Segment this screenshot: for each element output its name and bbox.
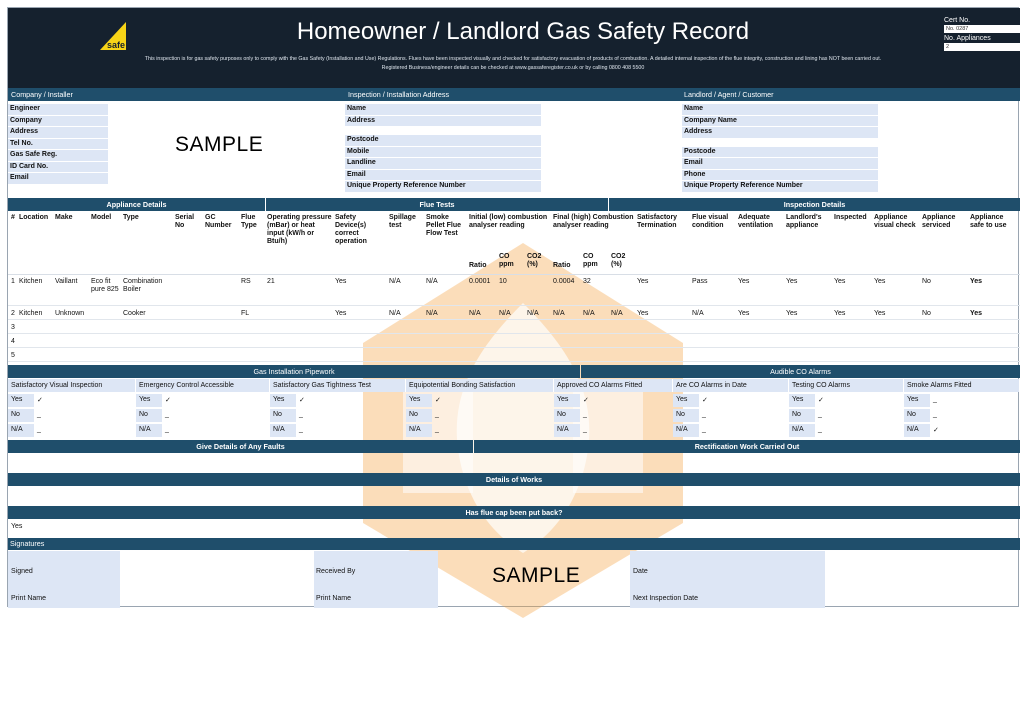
cell-i_ratio: N/A — [469, 310, 481, 317]
col-flue_type: Flue Type — [241, 214, 257, 229]
cell-f_co2: N/A — [611, 310, 623, 317]
landlord-section-title: Landlord / Agent / Customer — [684, 90, 774, 99]
cell-num: 1 — [11, 278, 15, 285]
field-bg — [345, 147, 541, 158]
cert-number: No. 0287 — [944, 25, 1020, 33]
field-label: Landline — [347, 159, 376, 166]
field-label: Postcode — [347, 136, 379, 143]
print-name-2-label: Print Name — [316, 595, 352, 602]
col-model: Model — [91, 214, 112, 221]
option-label: No — [907, 411, 916, 418]
option-label: Yes — [11, 396, 23, 403]
print-name-label: Print Name — [11, 595, 47, 602]
subcol-i_co2: CO2 (%) — [527, 253, 542, 268]
col-location: Location — [19, 214, 49, 221]
cell-f_ratio: 0.0004 — [553, 278, 575, 285]
option-label: No — [676, 411, 685, 418]
col-inspected: Inspected — [834, 214, 867, 221]
cell-landlords: Yes — [786, 278, 798, 285]
cell-flue_type: RS — [241, 278, 251, 285]
option-label: Yes — [557, 396, 569, 403]
option-label: Yes — [676, 396, 688, 403]
cell-num: 2 — [11, 310, 15, 317]
field-label: ID Card No. — [10, 162, 49, 170]
check-header: Approved CO Alarms Fitted — [557, 382, 643, 389]
option-label: No — [11, 411, 20, 418]
field-bg — [682, 170, 878, 181]
cell-i_co: N/A — [499, 310, 511, 317]
field-label: Address — [10, 128, 39, 135]
check-mark: _ — [818, 426, 822, 433]
cell-safety: Yes — [335, 310, 347, 317]
cell-type: Combination Boiler — [123, 278, 163, 293]
option-label: N/A — [557, 426, 569, 433]
page-header — [8, 8, 1020, 88]
check-mark: _ — [37, 426, 41, 433]
signed-label: Signed — [11, 568, 33, 575]
cell-serviced: No — [922, 310, 931, 317]
check-mark: _ — [435, 411, 439, 418]
cell-serviced: No — [922, 278, 931, 285]
option-label: Yes — [273, 396, 285, 403]
cell-f_ratio: N/A — [553, 310, 565, 317]
col-flue_visual: Flue visual condition — [692, 214, 729, 229]
check-mark: _ — [165, 426, 169, 433]
col-initial: Initial (low) combustion analyser reading — [469, 214, 548, 229]
field-label: Company — [10, 116, 42, 124]
cert-label: Cert No. — [944, 17, 971, 24]
check-mark: _ — [702, 411, 706, 418]
pipework-title: Gas Installation Pipework — [8, 365, 580, 378]
field-label: Name — [684, 105, 704, 112]
check-mark: ✓ — [165, 397, 171, 404]
cell-i_ratio: 0.0001 — [469, 278, 491, 285]
cell-termination: Yes — [637, 278, 649, 285]
subcol-f_co: CO ppm — [583, 253, 598, 268]
cell-flue_type: FL — [241, 310, 250, 317]
faults-title: Give Details of Any Faults — [8, 440, 473, 453]
field-label: Postcode — [684, 147, 716, 155]
option-label: Yes — [139, 396, 151, 403]
check-mark: ✓ — [818, 397, 824, 404]
flue-tests-title: Flue Tests — [266, 198, 608, 211]
check-mark: _ — [933, 411, 937, 418]
check-header: Are CO Alarms in Date — [676, 382, 747, 389]
col-landlords: Landlord's appliance — [786, 214, 822, 229]
flue-cap-title: Has flue cap been put back? — [8, 506, 1020, 519]
field-label: Engineer — [10, 105, 40, 112]
check-mark: ✓ — [702, 397, 708, 404]
cell-inspected: Yes — [834, 278, 846, 285]
option-label: No — [557, 411, 566, 418]
next-inspection-label: Next Inspection Date — [633, 595, 698, 602]
col-num: # — [11, 214, 15, 221]
check-mark: _ — [37, 411, 41, 418]
cell-f_co: 32 — [583, 278, 591, 285]
check-header: Emergency Control Accessible — [139, 382, 234, 389]
field-label: Mobile — [347, 147, 370, 155]
col-final: Final (high) Combustion analyser reading — [553, 214, 634, 229]
field-label: Unique Property Reference Number — [347, 182, 466, 189]
col-termination: Satisfactory Termination — [637, 214, 678, 229]
table-row — [8, 320, 1020, 334]
check-mark: _ — [435, 426, 439, 433]
option-label: Yes — [792, 396, 804, 403]
field-label: Phone — [684, 170, 706, 178]
col-smoke: Smoke Pellet Flue Flow Test — [426, 214, 462, 237]
cell-location: Kitchen — [19, 310, 43, 317]
check-mark: ✓ — [37, 397, 43, 404]
cell-safe: Yes — [970, 278, 983, 285]
option-label: No — [409, 411, 418, 418]
field-label: Email — [347, 170, 366, 178]
table-row — [8, 348, 1020, 362]
appliances-label: No. Appliances — [944, 35, 991, 42]
option-label: Yes — [409, 396, 421, 403]
header-disclaimer: This inspection is for gas safety purposes only to comply with the Gas Safety (Installation and Use) Regulations. Flues have been inspected visually and checked for satisfactory evacuation of products of combustion. A detailed internal inspection of the flue integrity, construction and lining has NOT been carried out. Registered Business/engineer details can be checked at www.gassaferegister.co.uk or by calling 0800 408 5500 — [144, 56, 882, 71]
check-header: Testing CO Alarms — [792, 382, 850, 389]
subcol-f_co2: CO2 (%) — [611, 253, 626, 268]
option-label: N/A — [11, 426, 23, 433]
cell-make: Vaillant — [55, 278, 78, 285]
check-mark: ✓ — [583, 397, 589, 404]
check-header: Smoke Alarms Fitted — [907, 382, 972, 389]
cell-make: Unknown — [55, 310, 85, 317]
field-label: Email — [10, 174, 29, 181]
cell-pressure: 21 — [267, 278, 275, 285]
field-label: Address — [347, 116, 376, 124]
option-label: N/A — [273, 426, 285, 433]
col-serial: Serial No — [175, 214, 195, 229]
svg-text:safe: safe — [107, 40, 126, 50]
check-mark: _ — [583, 426, 587, 433]
option-label: N/A — [676, 426, 688, 433]
check-mark: _ — [818, 411, 822, 418]
sample-stamp-top: SAMPLE — [175, 133, 264, 156]
cell-safe: Yes — [970, 310, 983, 317]
cell-spillage: N/A — [389, 310, 401, 317]
check-header: Equipotential Bonding Satisfaction — [409, 382, 516, 389]
cell-num: 4 — [11, 338, 15, 345]
cert-box — [944, 16, 1020, 52]
field-bg — [682, 158, 878, 169]
cell-smoke: N/A — [426, 278, 438, 285]
gas-safe-logo-icon — [98, 20, 128, 54]
received-by-label: Received By — [316, 568, 356, 575]
field-label: Address — [684, 128, 713, 135]
cell-flue_visual: N/A — [692, 310, 704, 317]
subcol-i_co: CO ppm — [499, 253, 514, 268]
cell-spillage: N/A — [389, 278, 401, 285]
field-label: Company Name — [684, 116, 737, 124]
check-mark: _ — [165, 411, 169, 418]
appliances-count: 2 — [944, 43, 1020, 51]
check-header: Satisfactory Gas Tightness Test — [273, 382, 371, 389]
col-spillage: Spillage test — [389, 214, 416, 229]
cell-smoke: N/A — [426, 310, 438, 317]
option-label: N/A — [139, 426, 151, 433]
cell-num: 5 — [11, 352, 15, 359]
cell-safety: Yes — [335, 278, 347, 285]
cell-ventilation: Yes — [738, 278, 750, 285]
page-title: Homeowner / Landlord Gas Safety Record — [296, 18, 750, 45]
signatures-title: Signatures — [8, 538, 1020, 550]
check-mark: _ — [299, 411, 303, 418]
cell-location: Kitchen — [19, 278, 43, 285]
cell-i_co: 10 — [499, 278, 507, 285]
works-title: Details of Works — [8, 473, 1020, 486]
cell-ventilation: Yes — [738, 310, 750, 317]
sample-stamp-bottom: SAMPLE — [492, 564, 581, 587]
option-label: N/A — [409, 426, 421, 433]
cell-model: Eco fit pure 825 — [91, 278, 119, 293]
flue-cap-answer: Yes — [11, 523, 23, 530]
cell-type: Cooker — [123, 310, 146, 317]
cell-visual_check: Yes — [874, 278, 886, 285]
date-label: Date — [633, 568, 648, 575]
check-mark: ✓ — [299, 397, 305, 404]
col-safety: Safety Device(s) correct operation — [335, 214, 367, 245]
field-label: Name — [347, 105, 367, 112]
cell-inspected: Yes — [834, 310, 846, 317]
cell-termination: Yes — [637, 310, 649, 317]
col-serviced: Appliance serviced — [922, 214, 956, 229]
cell-i_co2: N/A — [527, 310, 539, 317]
option-label: No — [273, 411, 282, 418]
company-section-title: Company / Installer — [11, 90, 73, 99]
cell-visual_check: Yes — [874, 310, 886, 317]
check-mark: _ — [933, 396, 937, 403]
option-label: No — [792, 411, 801, 418]
rectification-title: Rectification Work Carried Out — [474, 440, 1020, 453]
check-mark: _ — [299, 426, 303, 433]
check-mark: _ — [583, 411, 587, 418]
check-header: Satisfactory Visual Inspection — [11, 382, 103, 389]
field-label: Unique Property Reference Number — [684, 182, 803, 189]
col-make: Make — [55, 214, 73, 221]
option-label: No — [139, 411, 148, 418]
field-label: Gas Safe Reg. — [10, 151, 58, 158]
option-label: N/A — [792, 426, 804, 433]
co-alarms-title: Audible CO Alarms — [581, 365, 1020, 378]
address-section-title: Inspection / Installation Address — [348, 90, 450, 99]
cell-f_co: N/A — [583, 310, 595, 317]
table-row — [8, 334, 1020, 348]
option-label: Yes — [907, 396, 919, 403]
col-type: Type — [123, 214, 139, 221]
col-ventilation: Adequate ventilation — [738, 214, 774, 229]
cell-num: 3 — [11, 324, 15, 331]
field-bg — [682, 104, 878, 115]
gas-safety-record — [7, 7, 1019, 607]
check-mark: ✓ — [933, 427, 939, 434]
check-mark: ✓ — [435, 397, 441, 404]
field-bg — [345, 170, 541, 181]
col-safe: Appliance safe to use — [970, 214, 1007, 229]
check-mark: _ — [702, 426, 706, 433]
cell-landlords: Yes — [786, 310, 798, 317]
field-label: Email — [684, 159, 703, 166]
col-pressure: Operating pressure (mBar) or heat input (kW/h or Btu/h) — [267, 214, 332, 245]
inspection-details-title: Inspection Details — [609, 198, 1020, 211]
col-gc: GC Number — [205, 214, 232, 229]
field-label: Tel No. — [10, 139, 33, 147]
field-bg — [345, 104, 541, 115]
cell-flue_visual: Pass — [692, 278, 708, 285]
subcol-i_ratio: Ratio — [469, 262, 487, 269]
col-visual_check: Appliance visual check — [874, 214, 916, 229]
option-label: N/A — [907, 426, 919, 433]
appliance-details-title: Appliance Details — [8, 198, 265, 211]
subcol-f_ratio: Ratio — [553, 262, 571, 269]
